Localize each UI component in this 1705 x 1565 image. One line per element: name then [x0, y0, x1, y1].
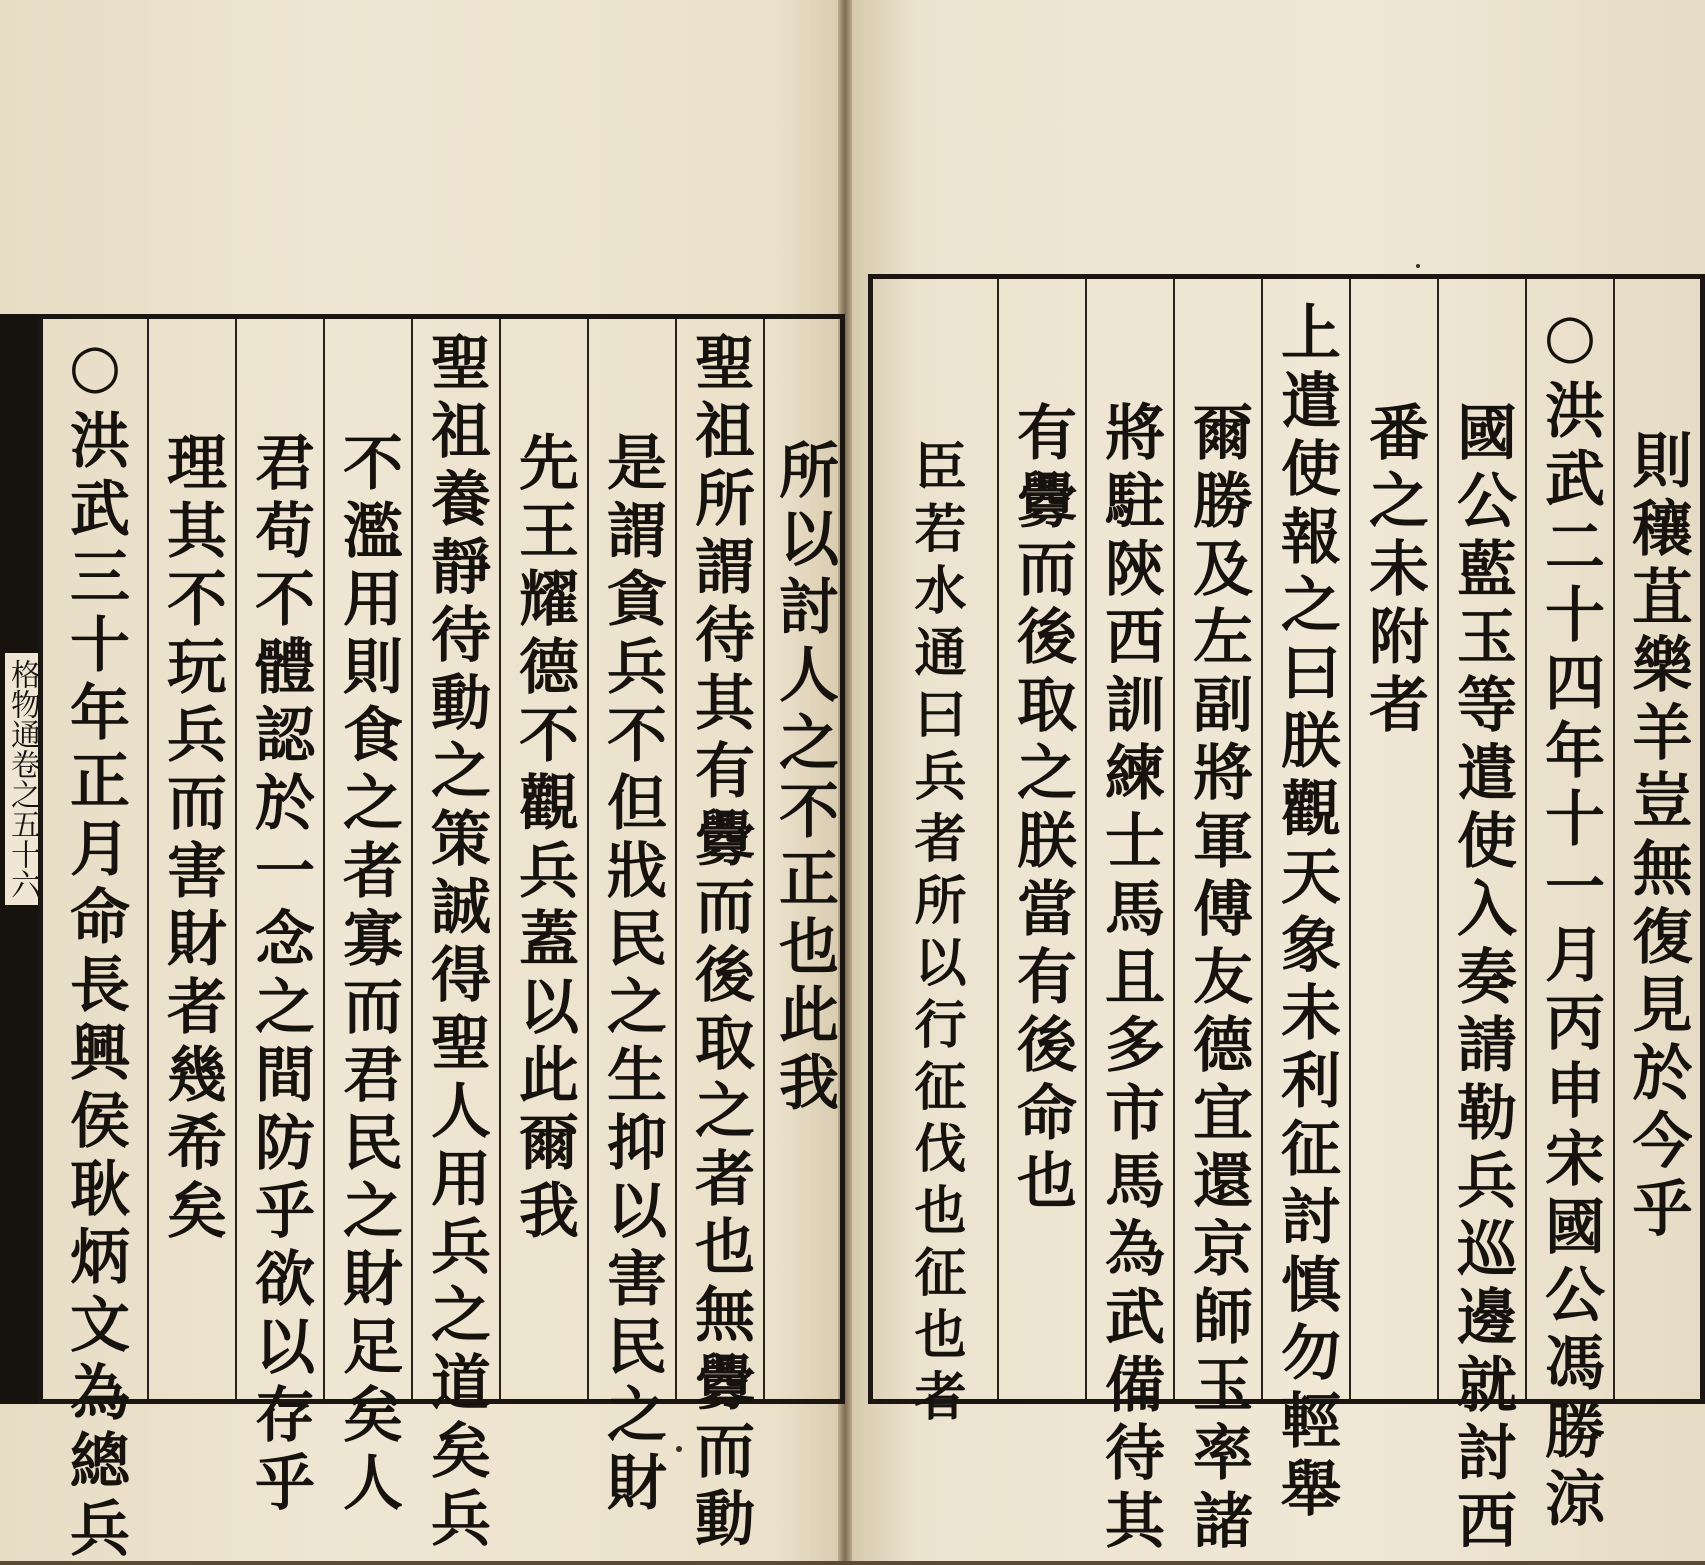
left-column-9	[43, 319, 147, 1565]
left-column-2	[675, 319, 763, 1555]
ink-speck	[1416, 264, 1420, 268]
right-column-6	[1173, 279, 1261, 1557]
right-text-frame	[868, 274, 1705, 1557]
column-text: 將駐陝西訓練士馬且多市馬為武備待其	[1095, 401, 1165, 1557]
right-column-9	[873, 279, 997, 1431]
right-column-1	[1613, 279, 1700, 1399]
column-text: 聖祖養靜待動之策誠得聖人用兵之道矣兵	[421, 331, 491, 1555]
left-column-3	[587, 319, 675, 1519]
column-text: 臣若水通曰兵者所以行征伐也征也者	[905, 439, 966, 1431]
right-column-7	[1085, 279, 1173, 1557]
right-column-2	[1525, 279, 1613, 1535]
column-text: ○洪武二十四年十一月丙申宋國公馮勝涼	[1535, 301, 1605, 1535]
left-column-6	[323, 319, 411, 1519]
column-text: 君苟不體認於一念之間防乎欲以存乎	[245, 431, 315, 1519]
left-column-7	[235, 319, 323, 1519]
column-text: ○洪武三十年正月命長興侯耿炳文為總兵	[60, 331, 130, 1565]
column-text: 理其不玩兵而害財者幾希矣	[157, 431, 227, 1247]
column-text: 聖祖所謂待其有釁而後取之者也無釁而動	[685, 331, 755, 1555]
column-text: 是謂貪兵不但戕民之生抑以害民之財	[597, 431, 667, 1519]
left-column-4	[499, 319, 587, 1399]
column-text: 爾勝及左副將軍傅友德宜還京師玉率諸	[1183, 401, 1253, 1557]
column-text: 番之未附者	[1359, 401, 1429, 741]
left-column-5	[411, 319, 499, 1555]
column-text: 有釁而後取之朕當有後命也	[1007, 401, 1077, 1217]
column-text: 所以討人之不正也此我	[769, 439, 839, 1119]
column-text: 國公藍玉等遣使入奏請勒兵巡邊就討西	[1447, 401, 1517, 1557]
right-column-5	[1261, 279, 1349, 1525]
left-column-1	[763, 319, 843, 1399]
left-column-8	[147, 319, 235, 1399]
right-column-4	[1349, 279, 1437, 1399]
left-margin-label: 格物通卷之五十六	[2, 650, 42, 908]
column-text: 則穰苴樂羊豈無復見於今乎	[1622, 429, 1693, 1245]
right-column-3	[1437, 279, 1525, 1557]
column-text: 不濫用則食之者寡而君民之財足矣人	[333, 431, 403, 1519]
left-text-frame	[38, 314, 845, 1565]
ink-speck	[676, 1446, 682, 1452]
column-text: 上遣使報之曰朕觀天象未利征討慎勿輕舉	[1271, 301, 1341, 1525]
right-column-8	[997, 279, 1085, 1399]
column-text: 先王耀德不觀兵蓋以此爾我	[509, 431, 579, 1247]
